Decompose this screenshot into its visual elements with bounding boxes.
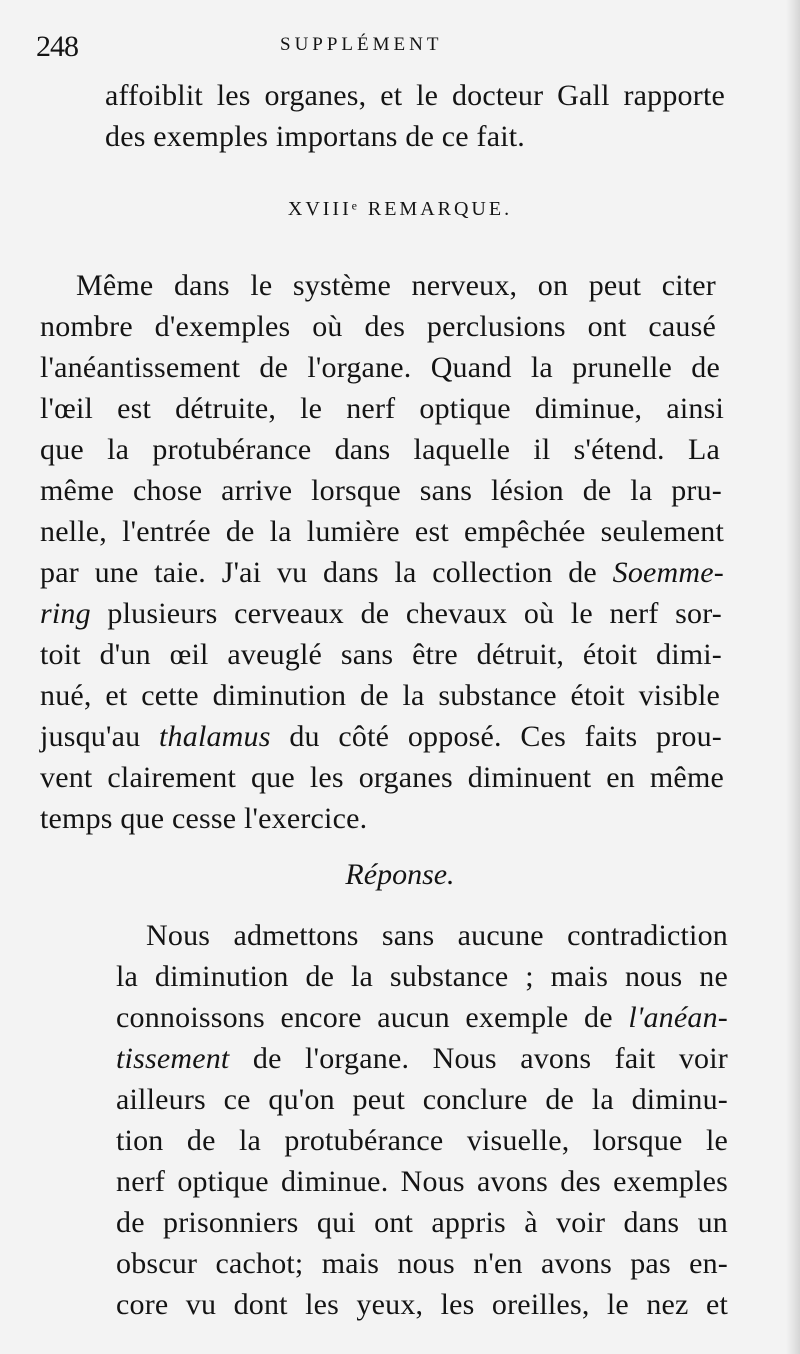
text-segment: jusqu'au (40, 720, 160, 753)
italic-word: Soemme- (612, 556, 724, 589)
text-line (40, 717, 722, 757)
text-segment: par une taie. J'ai vu dans la collection de (40, 556, 613, 589)
response-heading: Réponse. (345, 858, 455, 891)
text-line (40, 594, 722, 634)
text-line (40, 553, 724, 593)
text-line: tion de la protubérance visuelle, lorsque le (116, 1124, 728, 1157)
text-line: la diminution de la substance ; mais nous ne (116, 960, 728, 993)
text-line: obscur cachot; mais nous n'en avons pas en- (116, 1247, 728, 1280)
text-line: nerf optique diminue. Nous avons des exemples (116, 1165, 728, 1198)
text-line: core vu dont les yeux, les oreilles, le nez et (116, 1288, 728, 1321)
text-segment: du côté opposé. Ces faits prou- (270, 720, 722, 753)
text-line: affoiblit les organes, et le docteur Gall rapporte (105, 79, 725, 112)
italic-word: tissement (116, 1042, 230, 1075)
text-line: nelle, l'entrée de la lumière est empêchée seulement (40, 515, 724, 548)
text-segment: de l'organe. Nous avons fait voir (229, 1042, 728, 1075)
text-line: nué, et cette diminution de la substance étoit visible (40, 679, 720, 712)
page-number: 248 (36, 30, 78, 63)
italic-word: l'anéan- (628, 1001, 728, 1034)
text-line: que la protubérance dans laquelle il s'étend. La (40, 433, 720, 466)
italic-word: thalamus (159, 720, 271, 753)
text-line: l'œil est détruite, le nerf optique diminue, ainsi (40, 392, 724, 425)
text-line: ailleurs ce qu'on peut conclure de la diminu- (116, 1083, 728, 1116)
text-line: Nous admettons sans aucune contradiction (146, 919, 728, 952)
text-segment: connoissons encore aucun exemple de (116, 1001, 629, 1034)
text-segment: plusieurs cerveaux de chevaux où le nerf sor- (90, 597, 722, 630)
text-line (116, 1039, 728, 1079)
italic-word: ring (40, 597, 91, 630)
text-line: l'anéantissement de l'organe. Quand la prunelle de (40, 351, 720, 384)
text-line: de prisonniers qui ont appris à voir dans un (116, 1206, 728, 1239)
text-line: nombre d'exemples où des perclusions ont causé (40, 310, 716, 343)
running-title: SUPPLÉMENT (280, 34, 443, 55)
text-line (116, 998, 728, 1038)
text-line: temps que cesse l'exercice. (40, 802, 368, 835)
text-line: vent clairement que les organes diminuent en même (40, 761, 724, 794)
page-edge-shadow (786, 0, 800, 1354)
text-line: toit d'un œil aveuglé sans être détruit, étoit dimi- (40, 638, 722, 671)
text-line: des exemples importans de ce fait. (105, 120, 525, 153)
remark-heading: XVIIIᵉ REMARQUE. (287, 198, 513, 220)
text-line: Même dans le système nerveux, on peut citer (76, 269, 716, 302)
text-line: même chose arrive lorsque sans lésion de la pru- (40, 474, 722, 507)
